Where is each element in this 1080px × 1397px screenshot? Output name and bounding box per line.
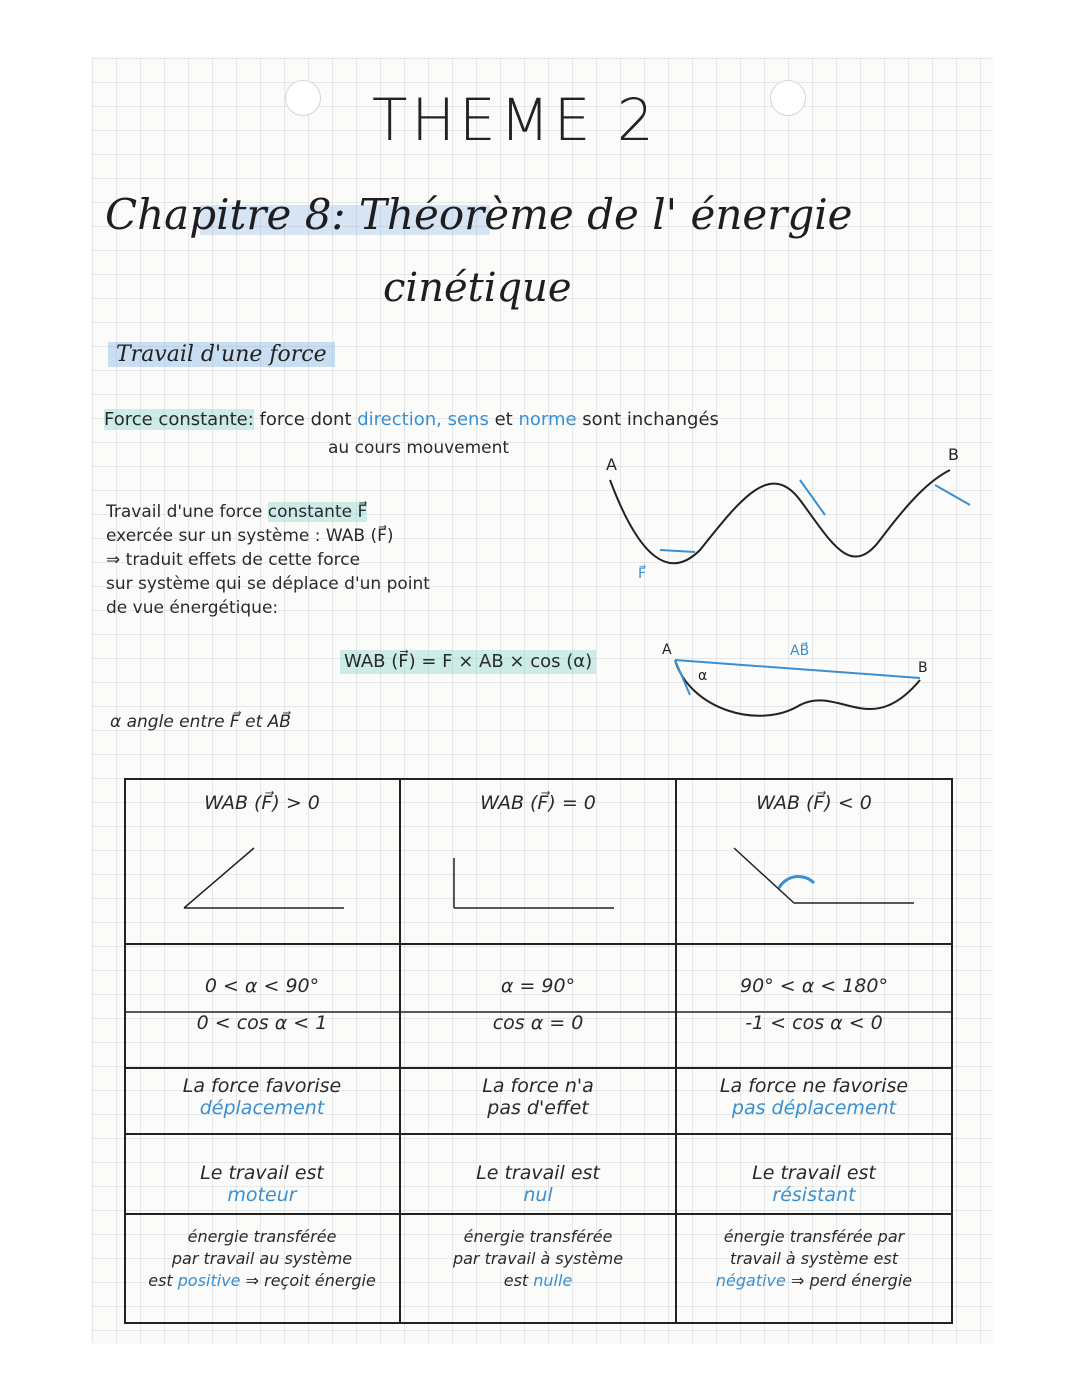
energy-1-line3-b: positive: [177, 1271, 241, 1290]
energy-2-line3-b: nulle: [533, 1271, 573, 1290]
energy-2-line3: [400, 1270, 676, 1292]
energy-1-line2: par travail au système: [171, 1249, 353, 1268]
energy-1-line3: [124, 1270, 400, 1292]
energy-3-line1: énergie transférée par: [723, 1227, 905, 1246]
energy-2-line1: énergie transférée: [463, 1227, 613, 1246]
work-type-1-prefix: Le travail est: [200, 1162, 324, 1184]
work-type-1: [124, 1162, 400, 1206]
cos-range-3: -1 < cos α < 0: [745, 1012, 883, 1034]
effect-3-prefix: La force ne favorise: [719, 1075, 909, 1097]
force-vector-middle: [800, 480, 825, 515]
cos-range-1: 0 < cos α < 1: [196, 1012, 328, 1034]
header-negative: WAB (F⃗) < 0: [756, 792, 872, 814]
effect-3-suffix: pas déplacement: [731, 1097, 897, 1119]
energy-3: [676, 1226, 952, 1292]
energy-1-line3-a: est: [148, 1271, 173, 1290]
point-a-bottom: A: [662, 642, 672, 658]
point-a-top: A: [606, 455, 617, 474]
work-formula: WAB (F⃗) = F × AB × cos (α): [340, 650, 596, 674]
definition-text-2: sont inchangés: [582, 409, 719, 430]
point-b-bottom: B: [918, 660, 928, 676]
energy-3-line2: travail à système est: [729, 1249, 899, 1268]
effect-1: [124, 1075, 400, 1119]
work-line5: de vue énergétique:: [106, 598, 279, 618]
chapter-title-line2: cinétique: [383, 265, 572, 311]
binder-hole-left: [285, 80, 321, 116]
work-line1: [106, 500, 506, 524]
work-type-3-value: résistant: [772, 1184, 856, 1206]
ab-vector: [675, 660, 920, 678]
energy-2: [400, 1226, 676, 1292]
angle-range-2: α = 90°: [500, 975, 576, 997]
label-f-top: F⃗: [638, 566, 647, 582]
energy-3-line3: [676, 1270, 952, 1292]
trajectory-diagrams: [580, 440, 990, 780]
force-vector-angle: [675, 660, 690, 695]
word-sens: sens: [447, 409, 489, 430]
force-vector-right: [935, 485, 970, 505]
word-direction: direction,: [357, 409, 442, 430]
work-line4: sur système qui se déplace d'un point: [106, 574, 430, 594]
angle-range-3: 90° < α < 180°: [740, 975, 888, 997]
work-line3: ⇒ traduit effets de cette force: [106, 550, 361, 570]
energy-1-line3-c: ⇒ reçoit énergie: [245, 1271, 376, 1290]
work-line2: exercée sur un système : WAB (F⃗): [106, 526, 394, 546]
work-type-2-prefix: Le travail est: [476, 1162, 600, 1184]
work-line1-highlight: constante F⃗: [267, 502, 368, 522]
effect-1-suffix: déplacement: [199, 1097, 325, 1119]
work-type-3: [676, 1162, 952, 1206]
header-zero: WAB (F⃗) = 0: [480, 792, 596, 814]
energy-1-line1: énergie transférée: [187, 1227, 337, 1246]
label-ab-bottom: AB⃗: [790, 643, 810, 659]
label-alpha-bottom: α: [698, 668, 708, 684]
energy-3-line3-b: négative: [715, 1271, 786, 1290]
energy-1: [124, 1226, 400, 1292]
effect-3: [676, 1075, 952, 1119]
header-positive: WAB (F⃗) > 0: [204, 792, 320, 814]
energy-2-line3-a: est: [503, 1271, 529, 1290]
work-definition: [106, 500, 506, 620]
binder-hole-right: [770, 80, 806, 116]
definition-line2: au cours mouvement: [328, 438, 510, 458]
definition-term: Force constante:: [104, 409, 254, 430]
effect-2-prefix: La force n'a: [482, 1075, 594, 1097]
work-type-2-value: nul: [523, 1184, 553, 1206]
effect-2-suffix: pas d'effet: [487, 1097, 589, 1119]
work-type-2: [400, 1162, 676, 1206]
angle-range-1: 0 < α < 90°: [204, 975, 320, 997]
section-title: Travail d'une force: [108, 342, 335, 367]
chapter-title-line1: Chapitre 8: Théorème de l' énergie: [105, 190, 853, 239]
cos-range-2: cos α = 0: [492, 1012, 584, 1034]
work-type-3-prefix: Le travail est: [752, 1162, 876, 1184]
alpha-note: α angle entre F⃗ et AB⃗: [110, 712, 291, 732]
force-vector-bottom: [660, 550, 695, 552]
work-line1-prefix: Travail d'une force: [106, 502, 263, 522]
word-norme: norme: [518, 409, 577, 430]
energy-3-line3-c: ⇒ perd énergie: [790, 1271, 913, 1290]
definition-line: [104, 408, 719, 432]
work-type-1-value: moteur: [227, 1184, 297, 1206]
energy-2-line2: par travail à système: [452, 1249, 624, 1268]
effect-2: [400, 1075, 676, 1119]
theme-title: THEME 2: [372, 86, 658, 154]
word-et: et: [494, 409, 513, 430]
effect-1-prefix: La force favorise: [182, 1075, 342, 1097]
point-b-top: B: [948, 445, 959, 464]
definition-text-1: force dont: [259, 409, 352, 430]
